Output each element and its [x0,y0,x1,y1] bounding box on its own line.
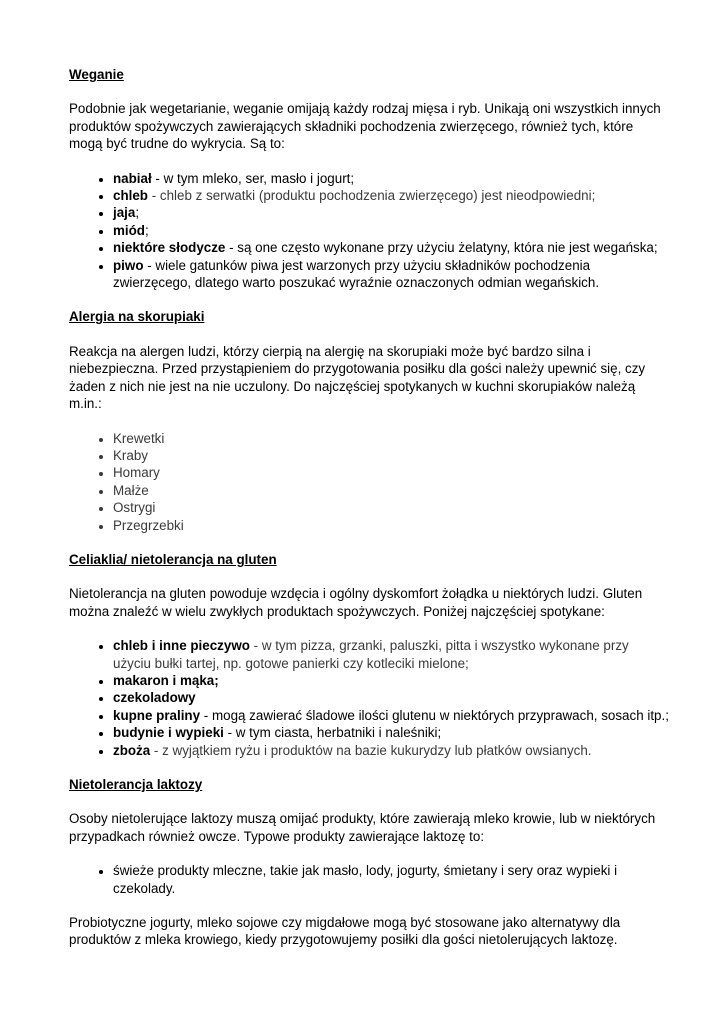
bullet-list [69,430,669,534]
list-item [113,170,669,187]
item-bold: chleb i inne pieczywo [113,638,250,654]
list-item [113,239,669,256]
item-bold: piwo [113,257,144,273]
item-bold: chleb [113,188,148,204]
section-nietolerancja-laktozy [69,776,669,949]
section-heading: Nietolerancja laktozy [69,777,203,792]
list-item: • Ostrygi [113,499,669,516]
item-text: - w tym pizza, grzanki, paluszki, pitta i wszystko wykonane przy użyciu bułki tartej, np. gotowe panierki czy kotleciki mielone; [113,638,629,671]
list-item: • Kraby [113,447,669,464]
bullet-list [69,862,669,897]
list-item [113,257,669,292]
item-bold: jaja [113,205,136,221]
item-bold: kupne praliny [113,707,201,723]
item-bold: nabiał [113,170,152,186]
list-item [113,707,669,724]
item-text: - chleb z serwatki (produktu pochodzenia zwierzęcego) jest nieodpowiedni; [147,188,596,204]
item-bold: makaron i mąka; [113,672,219,688]
item-bold: niektóre słodycze [113,240,226,256]
list-item [113,742,669,759]
item-text: - w tym ciasta, herbatniki i naleśniki; [223,725,442,741]
section-outro: Probiotyczne jogurty, mleko sojowe czy migdałowe mogą być stosowane jako alternatywy dla produktów z mleka krowiego, kiedy przygotowujemy posiłki dla gości nietolerujących laktozę. [69,915,621,948]
item-text: - w tym mleko, ser, masło i jogurt; [151,170,355,186]
list-item [113,672,669,689]
section-intro: Reakcja na alergen ludzi, którzy cierpią na alergię na skorupiaki może być bardzo silna i niebezpieczna. Przed przystąpieniem do przygotowania posiłku dla gości należy upewnić się, czy żaden z nich nie jest na nie uczulony. Do najczęściej spotykanych w kuchni skorupiaków należą m.in.: [69,343,646,412]
item-text: - mogą zawierać śladowe ilości glutenu w niektórych przyprawach, sosach itp.; [200,707,669,723]
document-content [69,66,669,966]
section-intro: Osoby nietolerujące laktozy muszą omijać produkty, które zawierają mleko krowie, lub w niektórych przypadkach również owcze. Typowe produkty zawierające laktozę to: [69,811,656,844]
section-celiaklia [69,551,669,759]
list-item [113,724,669,741]
item-text: - z wyjątkiem ryżu i produktów na bazie kukurydzy lub płatków owsianych. [150,742,592,758]
list-item [113,689,669,706]
section-weganie [69,66,669,291]
list-item [113,204,669,221]
section-heading: Alergia na skorupiaki [69,309,205,325]
list-item [113,637,669,672]
list-item: • Małże [113,482,669,499]
list-item: • świeże produkty mleczne, takie jak masło, lody, jogurty, śmietany i sery oraz wypieki i czekolady. [113,862,669,897]
item-text: - wiele gatunków piwa jest warzonych przy użyciu składników pochodzenia zwierzęcego, dlatego warto poszukać wyraźnie oznaczonych odmian wegańskich. [113,257,600,291]
list-item: • Krewetki [113,430,669,447]
list-item: • Homary [113,464,669,481]
item-bold: zboża [113,742,151,758]
bullet-list [69,637,669,759]
item-text: ; [145,222,149,238]
list-item [113,222,669,239]
item-text: ; [135,205,140,221]
item-bold: budynie i wypieki [113,725,224,741]
item-bold: czekoladowy [113,690,196,706]
section-intro: Podobnie jak wegetarianie, weganie omijają każdy rodzaj mięsa i ryb. Unikają oni wszystkich innych produktów spożywczych zawierających składniki pochodzenia zwierzęcego, również tych, które mogą być trudne do wykrycia. Są to: [69,101,661,152]
section-heading: Weganie [69,67,124,82]
bullet-list [69,170,669,292]
item-bold: miód [113,222,145,238]
section-intro: Nietolerancja na gluten powoduje wzdęcia i ogólny dyskomfort żołądka u niektórych ludzi. Gluten można znaleźć w wielu zwykłych produktach spożywczych. Poniżej najczęściej spotykane: [69,586,643,619]
list-item: • Przegrzebki [113,517,669,534]
item-text: - są one często wykonane przy użyciu żelatyny, która nie jest wegańska; [225,240,658,256]
list-item [113,187,669,204]
section-alergia-skorupiaki [69,308,669,533]
section-heading: Celiaklia/ nietolerancja na gluten [69,551,277,567]
